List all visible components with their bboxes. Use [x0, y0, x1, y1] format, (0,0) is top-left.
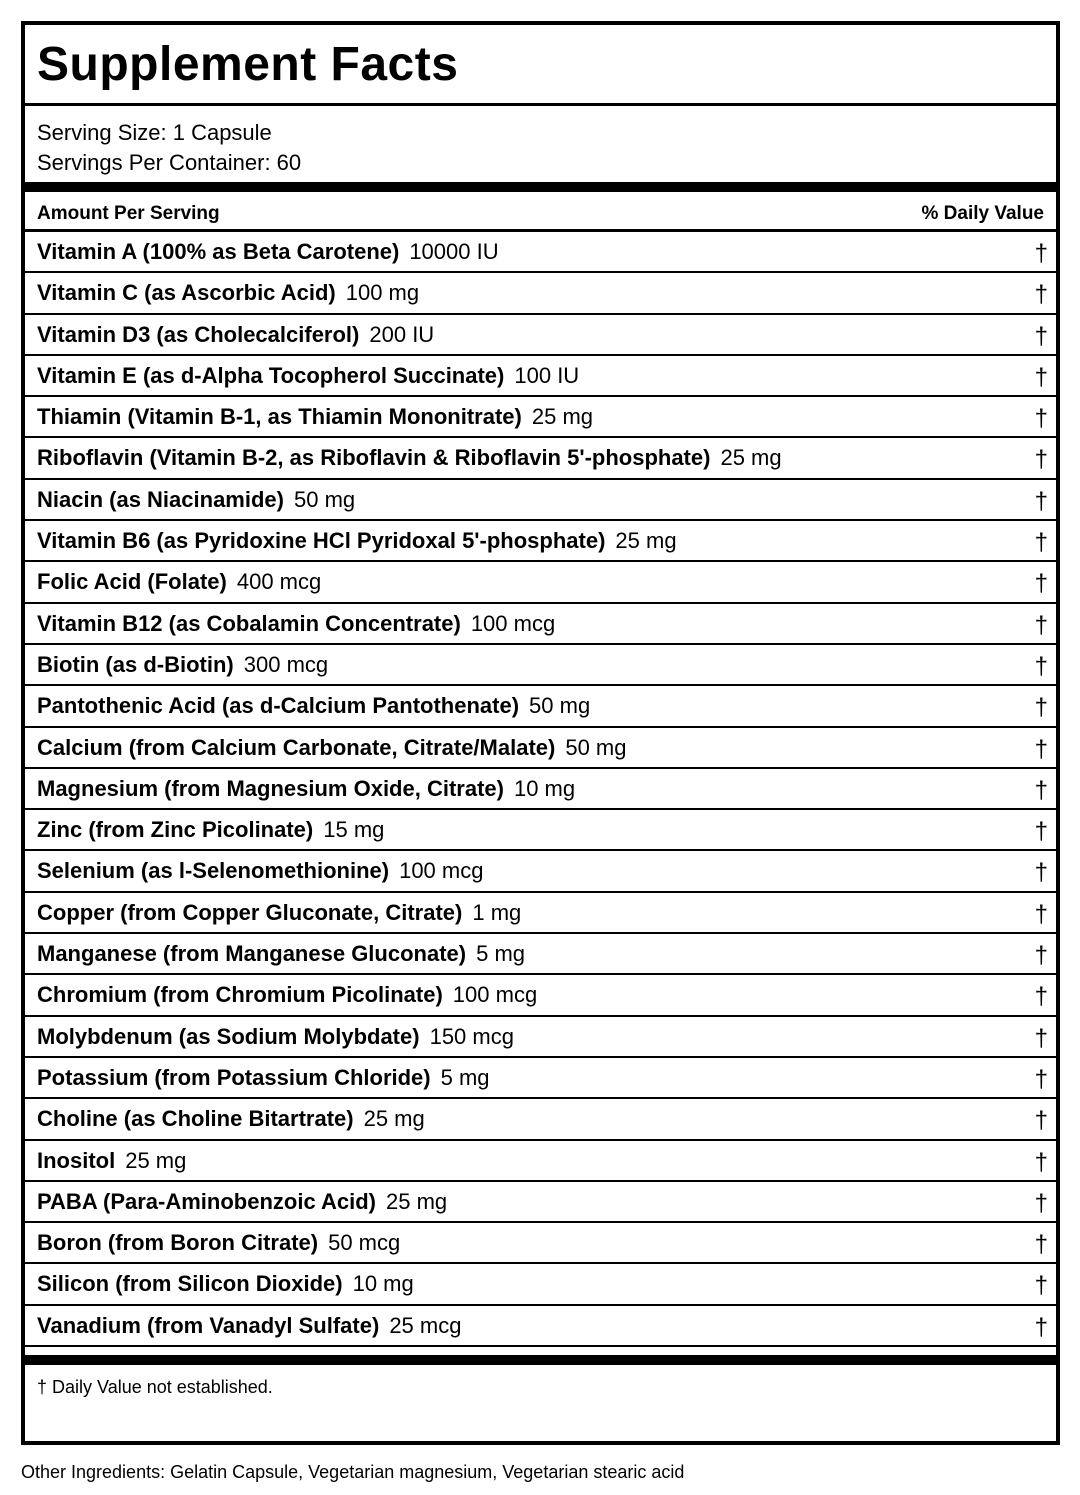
daily-value-mark: † — [1034, 529, 1048, 557]
nutrient-row — [25, 1306, 1056, 1347]
daily-value-mark: † — [1034, 735, 1048, 763]
daily-value-mark: † — [1034, 1024, 1048, 1052]
nutrient-row — [25, 934, 1056, 975]
nutrient-row — [25, 604, 1056, 645]
nutrient-amount: 100 mg — [345, 280, 420, 306]
nutrient-list — [25, 232, 1056, 1347]
nutrient-amount: 150 mcg — [429, 1023, 514, 1049]
nutrient-row — [25, 521, 1056, 562]
nutrient-name: Selenium (as l-Selenomethionine) — [37, 858, 390, 884]
nutrient-row — [25, 397, 1056, 438]
daily-value-mark: † — [1034, 322, 1048, 350]
nutrient-name: Vanadium (from Vanadyl Sulfate) — [37, 1312, 380, 1338]
nutrient-name: Vitamin C (as Ascorbic Acid) — [37, 280, 336, 306]
nutrient-amount: 15 mg — [323, 817, 385, 843]
nutrient-name: Niacin (as Niacinamide) — [37, 486, 284, 512]
nutrient-amount: 50 mg — [293, 486, 356, 512]
daily-value-mark: † — [1034, 983, 1048, 1011]
nutrient-name: Pantothenic Acid (as d-Calcium Pantothenate) — [37, 693, 520, 719]
nutrient-name: Inositol — [37, 1147, 116, 1173]
nutrient-row — [25, 893, 1056, 934]
nutrient-name: Vitamin B6 (as Pyridoxine HCl Pyridoxal 5'-phosphate) — [37, 528, 606, 554]
nutrient-name: Thiamin (Vitamin B-1, as Thiamin Mononitrate) — [37, 404, 522, 430]
daily-value-mark: † — [1034, 776, 1048, 804]
nutrient-row — [25, 1264, 1056, 1305]
daily-value-mark: † — [1034, 405, 1048, 433]
nutrient-amount: 25 mg — [386, 1188, 448, 1214]
nutrient-row — [25, 1141, 1056, 1182]
nutrient-row — [25, 273, 1056, 314]
nutrient-name: Potassium (from Potassium Chloride) — [37, 1064, 431, 1090]
nutrient-amount: 10000 IU — [409, 239, 499, 264]
nutrient-name: Molybdenum (as Sodium Molybdate) — [37, 1023, 420, 1049]
panel-title: Supplement Facts — [37, 38, 459, 91]
nutrient-name: Riboflavin (Vitamin B-2, as Riboflavin & Riboflavin 5'-phosphate) — [37, 445, 711, 471]
nutrient-amount: 400 mcg — [236, 569, 322, 595]
nutrient-amount: 100 mcg — [470, 610, 556, 636]
daily-value-mark: † — [1034, 240, 1048, 267]
nutrient-row — [25, 645, 1056, 686]
daily-value-mark: † — [1034, 694, 1048, 722]
nutrient-row — [25, 1099, 1056, 1140]
daily-value-mark: † — [1034, 611, 1048, 639]
daily-value-mark: † — [1034, 446, 1048, 474]
daily-value-mark: † — [1034, 859, 1048, 887]
daily-value-mark: † — [1034, 1148, 1048, 1176]
nutrient-amount: 10 mg — [352, 1271, 414, 1297]
nutrient-row — [25, 728, 1056, 769]
nutrient-amount: 100 mcg — [452, 982, 538, 1008]
daily-value-mark: † — [1034, 281, 1048, 309]
nutrient-amount: 50 mcg — [328, 1230, 401, 1256]
nutrient-amount: 25 mcg — [389, 1312, 462, 1338]
nutrient-name: Vitamin A (100% as Beta Carotene) — [37, 239, 400, 264]
nutrient-row — [25, 975, 1056, 1016]
nutrient-amount: 5 mg — [476, 941, 526, 967]
nutrient-amount: 25 mg — [125, 1147, 187, 1173]
daily-value-mark: † — [1034, 818, 1048, 846]
nutrient-row — [25, 232, 1056, 273]
nutrient-amount: 25 mg — [363, 1106, 425, 1132]
nutrient-row — [25, 1017, 1056, 1058]
nutrient-amount: 100 mcg — [399, 858, 484, 884]
daily-value-mark: † — [1034, 1272, 1048, 1300]
nutrient-name: Vitamin D3 (as Cholecalciferol) — [37, 321, 360, 347]
nutrient-amount: 100 IU — [514, 362, 580, 388]
nutrient-name: Vitamin B12 (as Cobalamin Concentrate) — [37, 610, 461, 636]
daily-value-label: % Daily Value — [921, 203, 1044, 224]
daily-value-mark: † — [1034, 900, 1048, 928]
nutrient-amount: 10 mg — [513, 775, 576, 801]
nutrient-row — [25, 769, 1056, 810]
nutrient-row — [25, 851, 1056, 892]
thick-divider — [25, 182, 1056, 192]
nutrient-name: Magnesium (from Magnesium Oxide, Citrate) — [37, 775, 504, 801]
nutrient-amount: 50 mg — [565, 734, 627, 760]
nutrient-row — [25, 1182, 1056, 1223]
supplement-facts-panel — [21, 21, 1060, 1445]
daily-value-mark: † — [1034, 487, 1048, 515]
daily-value-mark: † — [1034, 942, 1048, 970]
nutrient-amount: 300 mcg — [243, 651, 329, 677]
other-ingredients: Other Ingredients: Gelatin Capsule, Vegetarian magnesium, Vegetarian stearic acid — [21, 1462, 685, 1482]
servings-per-container: Servings Per Container: 60 — [37, 150, 302, 175]
nutrient-name: Biotin (as d-Biotin) — [37, 651, 234, 677]
nutrient-row — [25, 438, 1056, 479]
nutrient-name: Choline (as Choline Bitartrate) — [37, 1106, 354, 1132]
daily-value-mark: † — [1034, 570, 1048, 598]
nutrient-amount: 25 mg — [531, 404, 594, 430]
nutrient-amount: 1 mg — [472, 899, 522, 925]
amount-per-serving-label: Amount Per Serving — [37, 203, 220, 224]
nutrient-name: Folic Acid (Folate) — [37, 569, 227, 595]
nutrient-name: PABA (Para-Aminobenzoic Acid) — [37, 1188, 376, 1214]
nutrient-name: Boron (from Boron Citrate) — [37, 1230, 319, 1256]
daily-value-mark: † — [1034, 1189, 1048, 1217]
daily-value-mark: † — [1034, 1313, 1048, 1341]
footnote: † Daily Value not established. — [37, 1377, 273, 1397]
serving-size: Serving Size: 1 Capsule — [37, 120, 272, 145]
nutrient-amount: 50 mg — [529, 693, 591, 719]
nutrient-row — [25, 1058, 1056, 1099]
nutrient-amount: 25 mg — [720, 445, 782, 471]
nutrient-row — [25, 686, 1056, 727]
nutrient-name: Calcium (from Calcium Carbonate, Citrate/Malate) — [37, 734, 556, 760]
nutrient-name: Silicon (from Silicon Dioxide) — [37, 1271, 343, 1297]
nutrient-name: Copper (from Copper Gluconate, Citrate) — [37, 899, 463, 925]
nutrient-name: Vitamin E (as d-Alpha Tocopherol Succinate) — [37, 362, 505, 388]
nutrient-row — [25, 562, 1056, 603]
daily-value-mark: † — [1034, 1065, 1048, 1093]
nutrient-amount: 200 IU — [369, 321, 435, 347]
nutrient-name: Zinc (from Zinc Picolinate) — [37, 817, 314, 843]
serving-info — [37, 118, 301, 178]
nutrient-row — [25, 480, 1056, 521]
column-header — [37, 199, 1044, 229]
daily-value-mark: † — [1034, 363, 1048, 391]
title-divider — [25, 103, 1056, 106]
nutrient-row — [25, 1223, 1056, 1264]
thick-divider-bottom — [25, 1355, 1056, 1365]
nutrient-row — [25, 315, 1056, 356]
nutrient-amount: 5 mg — [440, 1064, 490, 1090]
nutrient-row — [25, 810, 1056, 851]
nutrient-row — [25, 356, 1056, 397]
daily-value-mark: † — [1034, 1231, 1048, 1259]
nutrient-name: Chromium (from Chromium Picolinate) — [37, 982, 443, 1008]
daily-value-mark: † — [1034, 1107, 1048, 1135]
nutrient-name: Manganese (from Manganese Gluconate) — [37, 941, 467, 967]
nutrient-amount: 25 mg — [615, 528, 677, 554]
daily-value-mark: † — [1034, 652, 1048, 680]
